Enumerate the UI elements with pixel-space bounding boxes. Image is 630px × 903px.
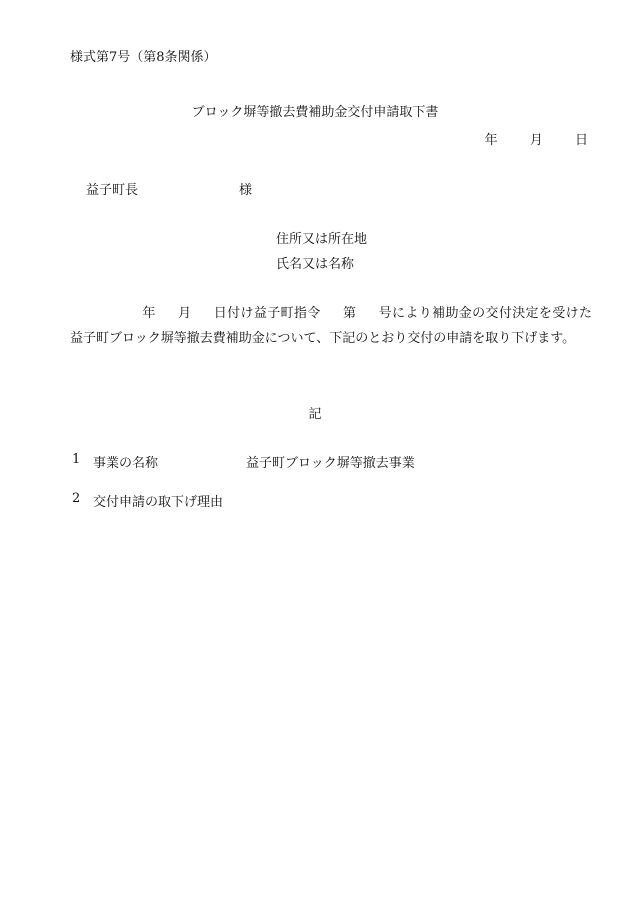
body-issuer: 日付け益子町指令 xyxy=(213,306,321,321)
item-1-label: 事業の名称 xyxy=(93,456,159,471)
ki-heading: 記 xyxy=(308,407,322,422)
item-1-value: 益子町ブロック塀等撤去事業 xyxy=(246,456,415,471)
body-month: 月 xyxy=(177,306,192,321)
date-year-label: 年 xyxy=(484,133,498,148)
form-number: 様式第7号（第8条関係） xyxy=(70,50,217,65)
date-month-label: 月 xyxy=(529,133,543,148)
body-year: 年 xyxy=(142,306,156,321)
document-title: ブロック塀等撤去費補助金交付申請取下書 xyxy=(191,105,439,120)
item-2-label: 交付申請の取下げ理由 xyxy=(93,495,224,510)
date-line xyxy=(485,129,588,148)
applicant-address-label: 住所又は所在地 xyxy=(276,232,368,247)
date-day-label: 日 xyxy=(574,133,588,148)
addressee-name: 益子町長 xyxy=(86,183,139,198)
item-2-number: 2 xyxy=(72,491,81,506)
body-rest: 号により補助金の交付決定を受けた益子町ブロック塀等撤去費補助金について、下記のとおり交付の申請を取り下げます。 xyxy=(70,306,592,346)
body-paragraph xyxy=(70,301,592,351)
item-1-number: 1 xyxy=(72,452,81,467)
applicant-name-label: 氏名又は名称 xyxy=(276,257,355,272)
body-no-prefix: 第 xyxy=(342,306,357,321)
addressee-honorific: 様 xyxy=(239,183,253,198)
